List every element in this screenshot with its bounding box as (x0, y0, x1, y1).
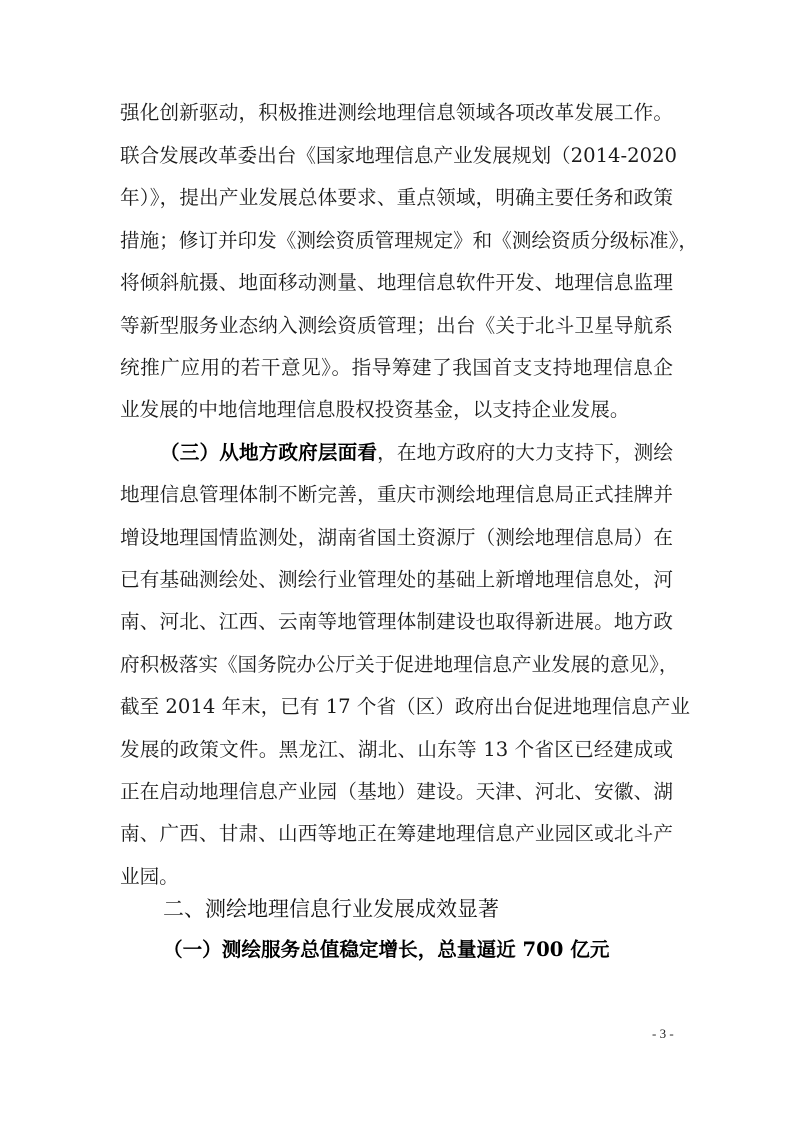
bold-lead-heading: （三）从地方政府层面看 (160, 441, 378, 464)
section-heading: 二、测绘地理信息行业发展成效显著 (163, 897, 499, 921)
paragraph-line: 府积极落实《国务院办公厅关于促进地理信息产业发展的意见》， (120, 653, 679, 676)
paragraph-line: 截至 2014 年末，已有 17 个省（区）政府出台促进地理信息产业 (120, 695, 690, 718)
paragraph-line: 措施；修订并印发《测绘资质管理规定》和《测绘资质分级标准》， (120, 229, 699, 252)
paragraph-line: 发展的政策文件。黑龙江、湖北、山东等 13 个省区已经建成或 (120, 738, 673, 761)
paragraph-line: 正在启动地理信息产业园（基地）建设。天津、河北、安徽、湖 (120, 780, 673, 803)
paragraph-line: 增设地理国情监测处，湖南省国土资源厅（测绘地理信息局）在 (120, 526, 673, 549)
paragraph-line: 等新型服务业态纳入测绘资质管理；出台《关于北斗卫星导航系 (120, 314, 673, 337)
paragraph-line: 地理信息管理体制不断完善，重庆市测绘地理信息局正式挂牌并 (120, 483, 673, 506)
paragraph-line: 南、河北、江西、云南等地管理体制建设也取得新进展。地方政 (120, 610, 673, 633)
paragraph-line: 联合发展改革委出台《国家地理信息产业发展规划（2014-2020 (120, 144, 678, 167)
paragraph-line: 已有基础测绘处、测绘行业管理处的基础上新增地理信息处，河 (120, 568, 673, 591)
paragraph-line: 业发展的中地信地理信息股权投资基金，以支持企业发展。 (120, 398, 630, 421)
page-number: - 3 - (652, 1026, 674, 1041)
paragraph-line: 年）》，提出产业发展总体要求、重点领域，明确主要任务和政策 (120, 186, 673, 209)
paragraph-line: 强化创新驱动，积极推进测绘地理信息领域各项改革发展工作。 (120, 101, 673, 124)
paragraph-line: 业园。 (120, 865, 179, 888)
first-line-text: ，在地方政府的大力支持下，测绘 (377, 441, 674, 464)
paragraph-line: 统推广应用的若干意见》。指导筹建了我国首支支持地理信息企 (120, 356, 673, 379)
subsection-heading: （一）测绘服务总值稳定增长，总量逼近 700 亿元 (163, 938, 610, 961)
paragraph-line: 将倾斜航摄、地面移动测量、地理信息软件开发、地理信息监理 (120, 271, 673, 294)
paragraph-line: 南、广西、甘肃、山西等地正在筹建地理信息产业园区或北斗产 (120, 822, 673, 845)
paragraph-first-line (160, 440, 673, 466)
